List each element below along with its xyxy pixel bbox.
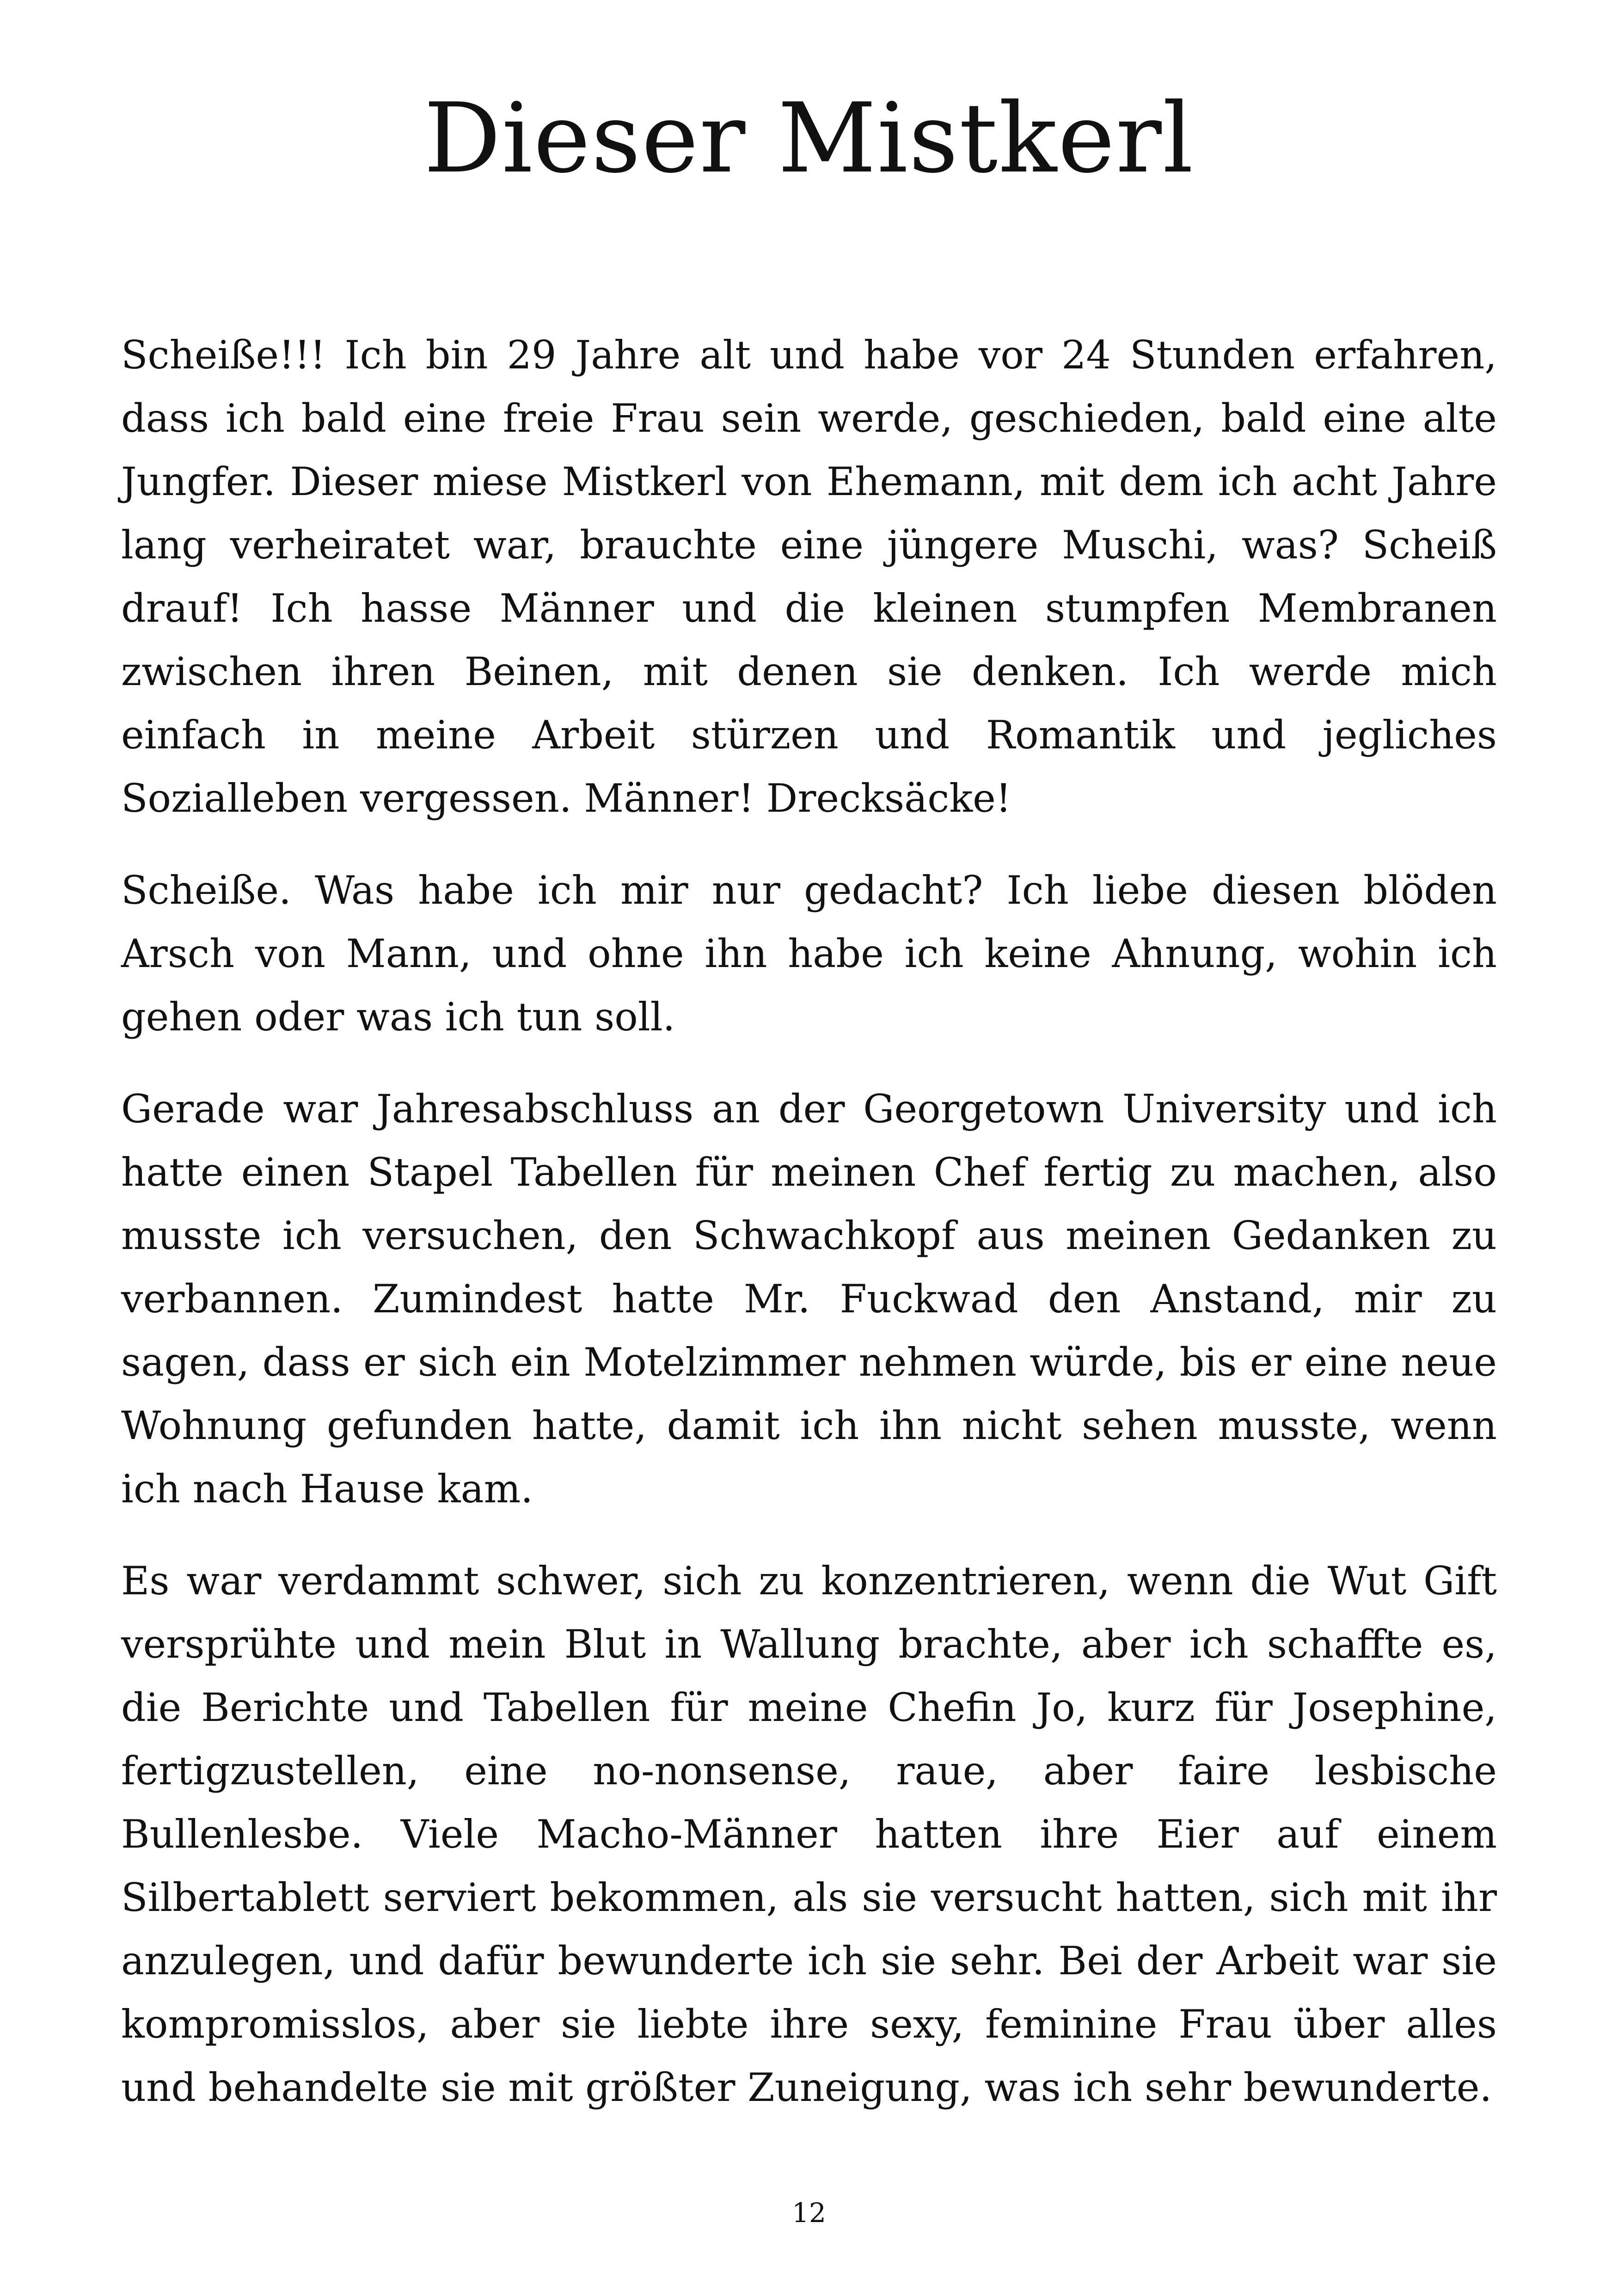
paragraph-3: Gerade war Jahresabschluss an der Georgetown University und ich hatte einen Stapel Tabellen für meinen Chef fertig zu machen, also musste ich versuchen, den Schwachkopf aus meinen Gedanken zu verbannen. Zumindest hatte Mr. Fuckwad den Anstand, mir zu sagen, dass er sich ein Motelzimmer nehmen würde, bis er eine neue Wohnung gefunden hatte, damit ich ihn nicht sehen musste, wenn ich nach Hause kam. (121, 1086, 1497, 1512)
chapter-title: Dieser Mistkerl (423, 83, 1195, 195)
paragraph-1: Scheiße!!! Ich bin 29 Jahre alt und habe vor 24 Stunden erfahren, dass ich bald eine freie Frau sein werde, geschieden, bald eine alte Jungfer. Dieser miese Mistkerl von Ehemann, mit dem ich acht Jahre lang verheiratet war, brauchte eine jüngere Muschi, was? Scheiß drauf! Ich hasse Männer und die kleinen stumpfen Membranen zwischen ihren Beinen, mit denen sie denken. Ich werde mich einfach in meine Arbeit stürzen und Romantik und jegliches Sozialleben vergessen. Männer! Drecksäcke! (121, 332, 1497, 821)
body-text (121, 324, 1497, 2148)
paragraph-4: Es war verdammt schwer, sich zu konzentrieren, wenn die Wut Gift versprühte und mein Blut in Wallung brachte, aber ich schaffte es, die Berichte und Tabellen für meine Chefin Jo, kurz für Josephine, fertigzustellen, eine no-nonsense, raue, aber faire lesbische Bullenlesbe. Viele Macho-Männer hatten ihre Eier auf einem Silbertablett serviert bekommen, als sie versucht hatten, sich mit ihr anzulegen, und dafür bewunderte ich sie sehr. Bei der Arbeit war sie kompromisslos, aber sie liebte ihre sexy, feminine Frau über alles und behandelte sie mit größter Zuneigung, was ich sehr bewunderte. (121, 1558, 1497, 2110)
page-number: 12 (792, 2197, 826, 2229)
paragraph-2: Scheiße. Was habe ich mir nur gedacht? Ich liebe diesen blöden Arsch von Mann, und ohne ihn habe ich keine Ahnung, wohin ich gehen oder was ich tun soll. (121, 868, 1497, 1040)
